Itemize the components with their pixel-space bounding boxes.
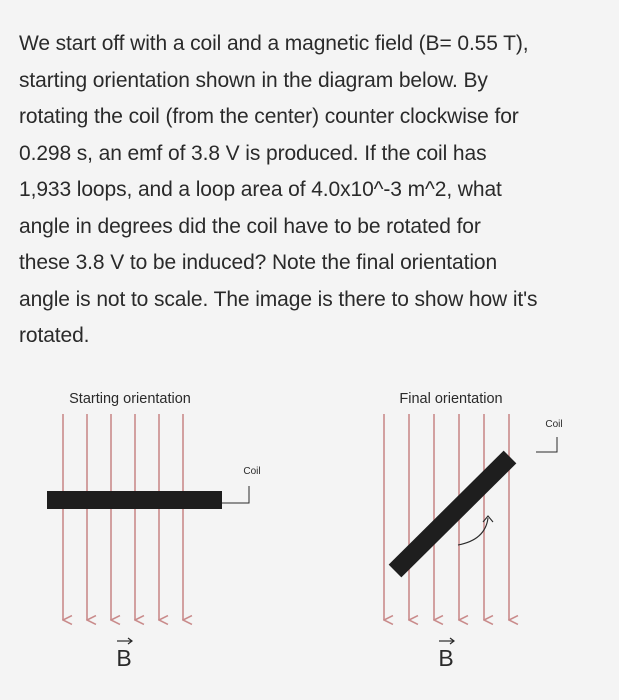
- question-line: We start off with a coil and a magnetic field (B= 0.55 T),: [19, 32, 529, 55]
- question-line: angle is not to scale. The image is there to show how it's: [19, 287, 538, 311]
- question-line: 1,933 loops, and a loop area of 4.0x10^-3 m^2, what: [19, 178, 502, 201]
- question-line: rotated.: [19, 324, 90, 347]
- magnetic-field-symbol: [438, 638, 454, 671]
- final-orientation-panel: [384, 391, 563, 671]
- question-line: rotating the coil (from the center) counter clockwise for: [19, 105, 519, 128]
- question-line: 0.298 s, an emf of 3.8 V is produced. If the coil has: [19, 141, 487, 165]
- question-line: these 3.8 V to be induced? Note the final orientation: [19, 251, 498, 274]
- magnetic-field-symbol: [116, 638, 132, 671]
- question-text: [19, 26, 609, 355]
- coil: [47, 491, 222, 509]
- coil-label-pointer: [222, 486, 249, 503]
- coil-label-pointer: [536, 437, 557, 452]
- field-label: B: [438, 645, 454, 671]
- starting-orientation-panel: [47, 391, 261, 671]
- orientation-diagram: [0, 370, 619, 690]
- question-line: angle in degrees did the coil have to be rotated for: [19, 214, 481, 238]
- magnetic-field-lines: [63, 414, 183, 620]
- coil-label: Coil: [243, 466, 261, 477]
- coil: [395, 457, 510, 571]
- coil-label: Coil: [545, 419, 563, 430]
- question-line: starting orientation shown in the diagram below. By: [19, 68, 488, 92]
- field-label: B: [116, 645, 132, 671]
- final-orientation-title: Final orientation: [399, 391, 503, 407]
- starting-orientation-title: Starting orientation: [69, 391, 191, 407]
